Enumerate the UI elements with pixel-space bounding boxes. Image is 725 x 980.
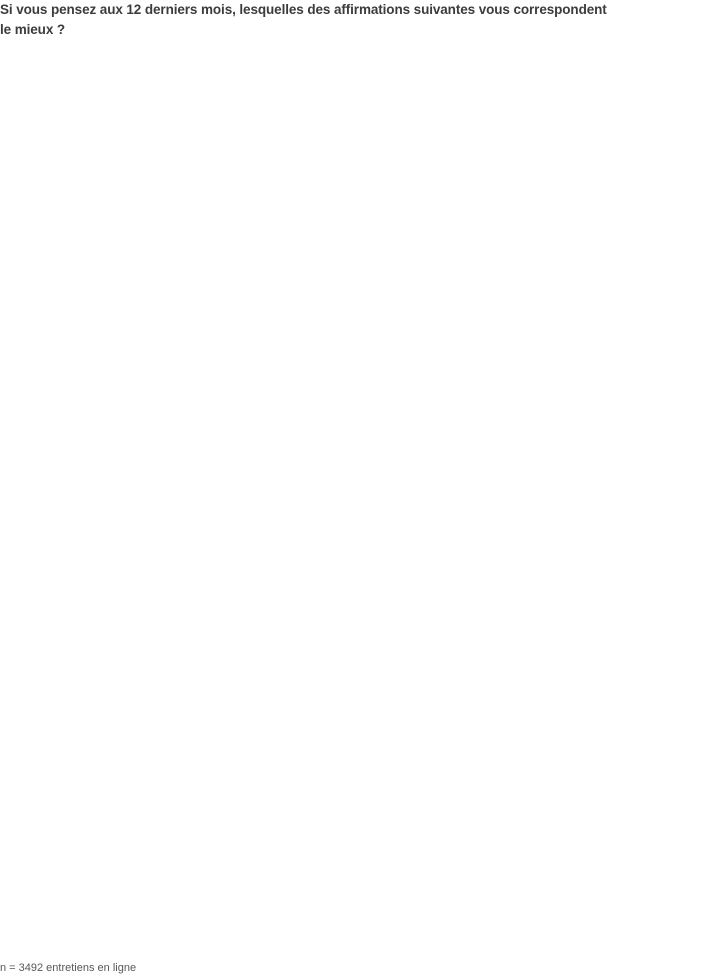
- chart-footnote: n = 3492 entretiens en ligne: [0, 962, 137, 974]
- page-title: Si vous pensez aux 12 derniers mois, lesquelles des affirmations suivantes vous correspondent le mieux ?: [0, 2, 607, 38]
- chart-plot-area: [0, 44, 725, 916]
